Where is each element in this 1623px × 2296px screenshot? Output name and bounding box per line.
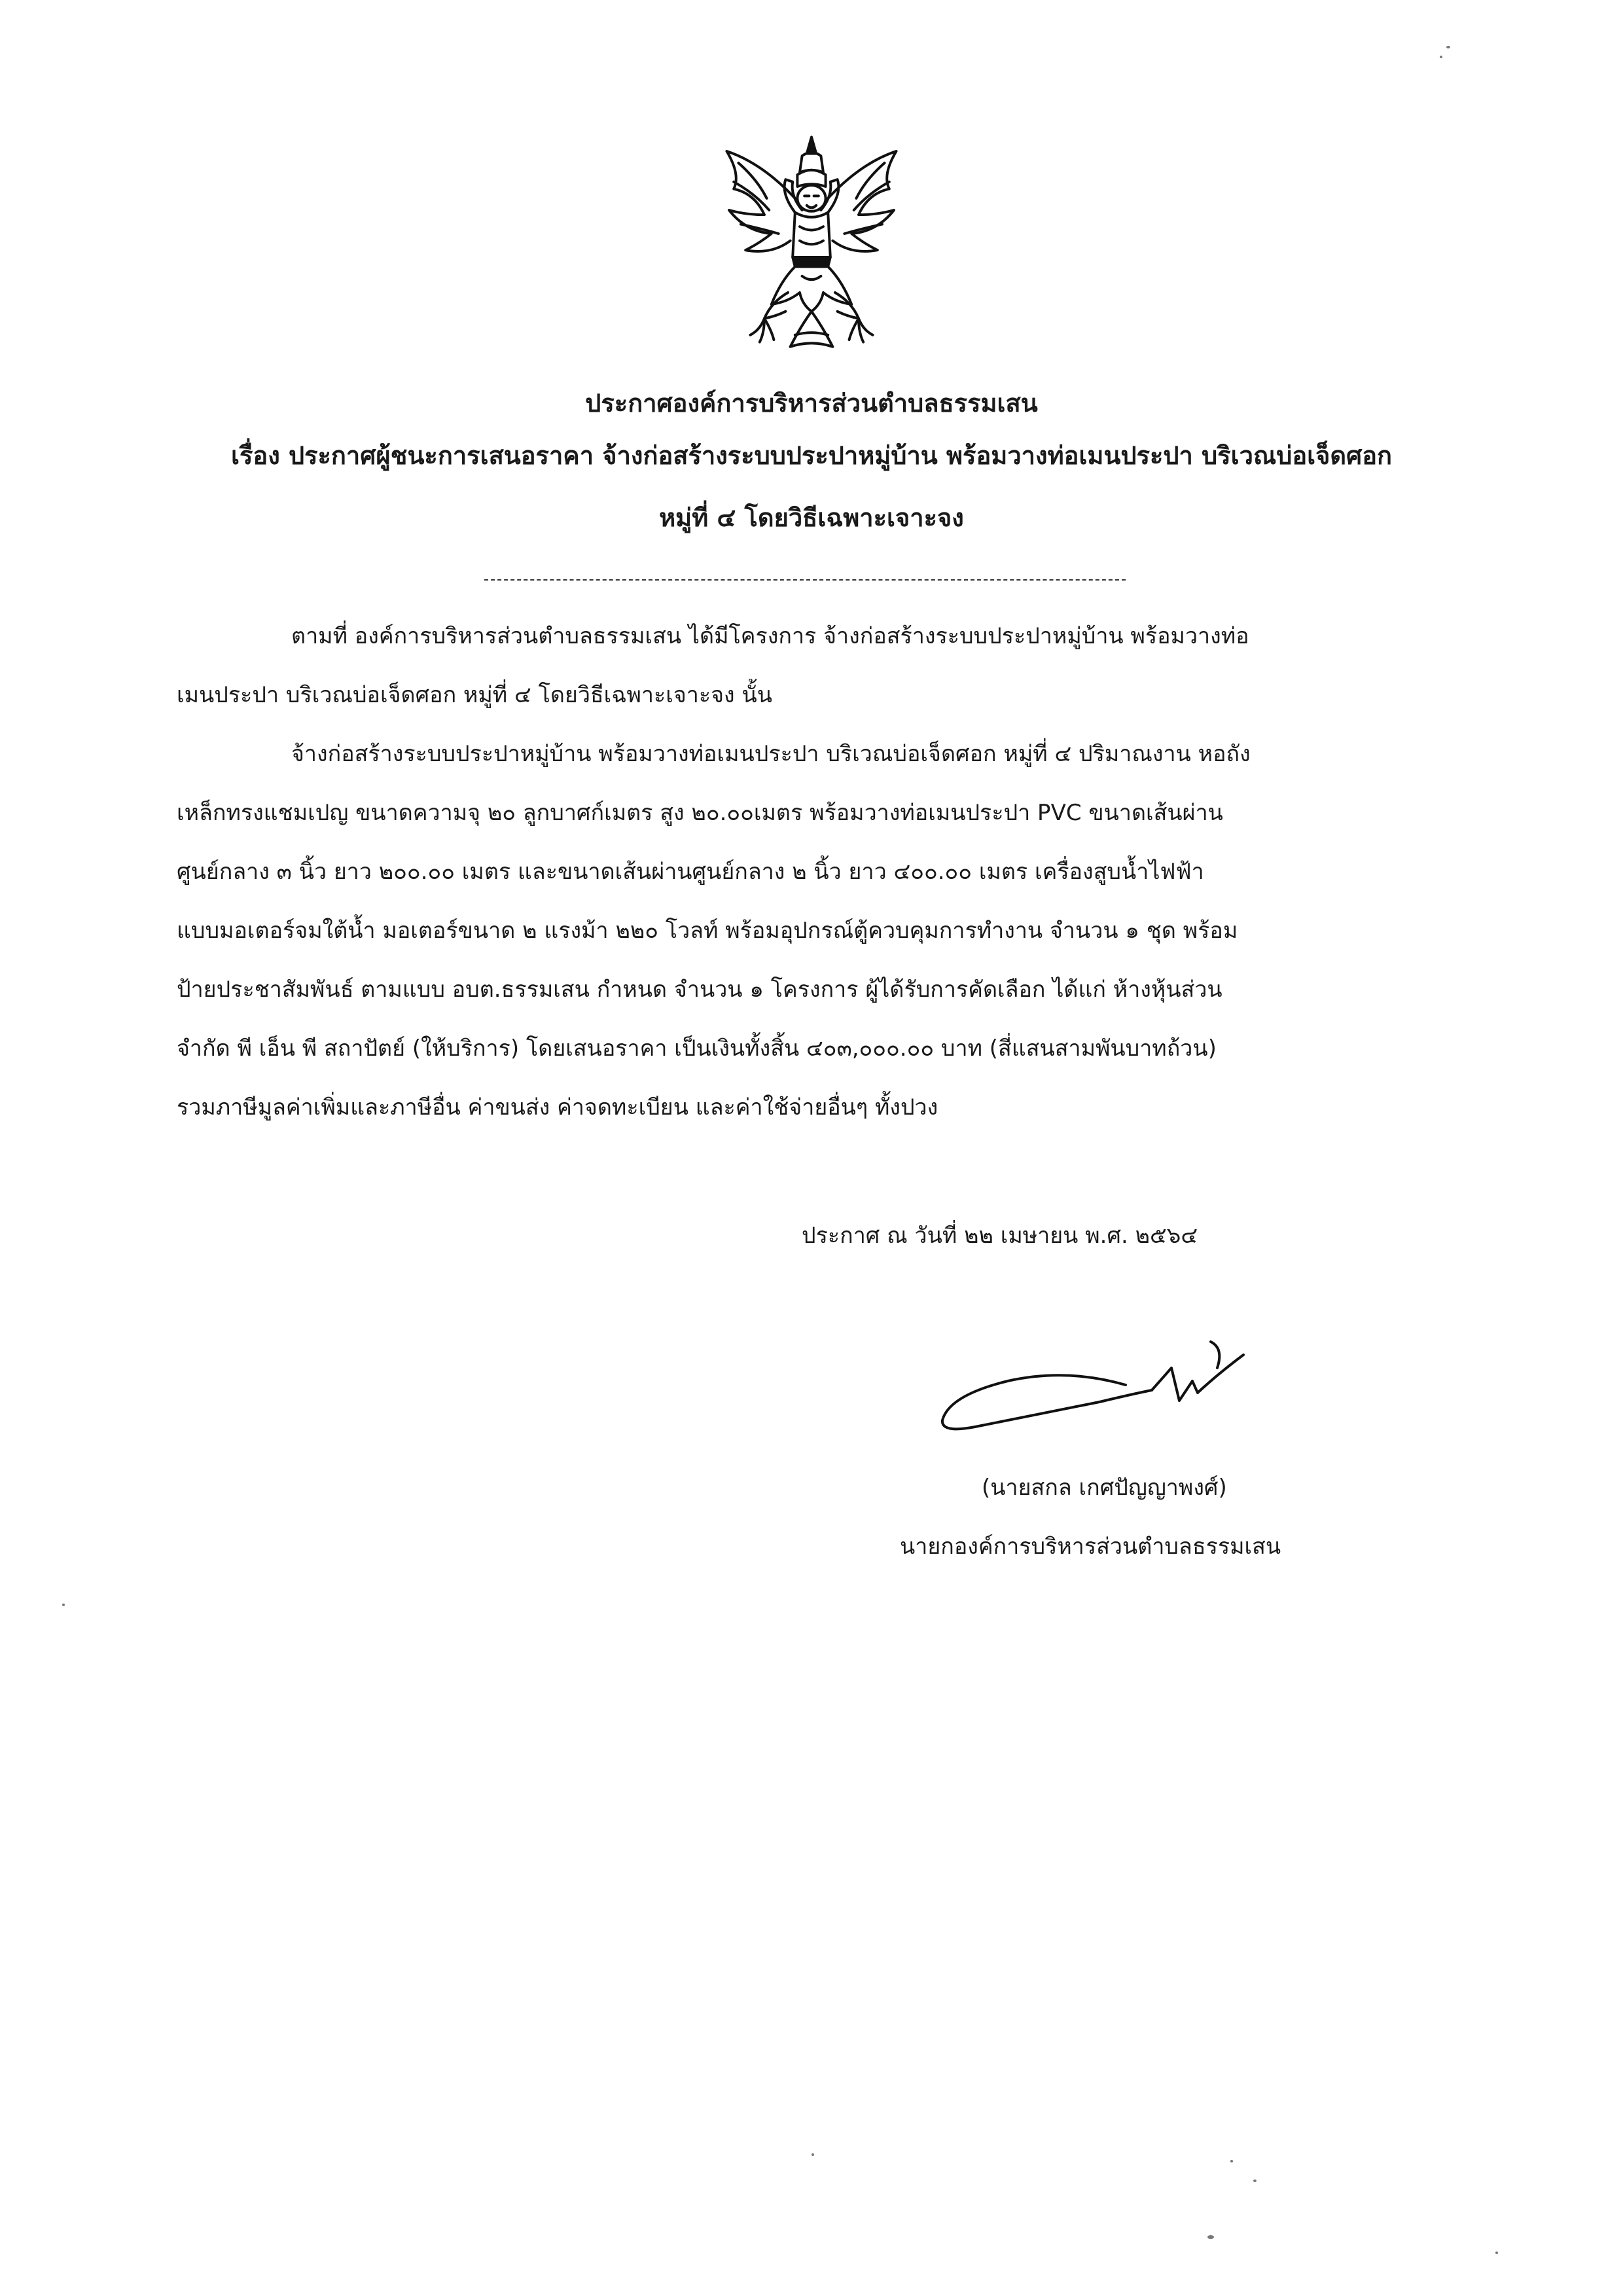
paragraph-2-line-5: ป้ายประชาสัมพันธ์ ตามแบบ อบต.ธรรมเสน กำหนด จำนวน ๑ โครงการ ผู้ได้รับการคัดเลือก ได้แก่ ห้างหุ้นส่วน <box>177 977 1222 1003</box>
handwritten-signature-icon <box>936 1329 1250 1446</box>
paragraph-2-line-2: เหล็กทรงแชมเปญ ขนาดความจุ ๒๐ ลูกบาศก์เมตร สูง ๒๐.๐๐เมตร พร้อมวางท่อเมนประปา PVC ขนาดเส้นผ่าน <box>177 800 1223 826</box>
scan-speck <box>812 2153 814 2156</box>
announcement-title: ประกาศองค์การบริหารส่วนตำบลธรรมเสน <box>585 389 1038 418</box>
paragraph-1-line-1: ตามที่ องค์การบริหารส่วนตำบลธรรมเสน ได้มีโครงการ จ้างก่อสร้างระบบประปาหมู่บ้าน พร้อมวางท่อ <box>291 623 1249 649</box>
paragraph-1-line-2: เมนประปา บริเวณบ่อเจ็ดศอก หมู่ที่ ๔ โดยวิธีเฉพาะเจาะจง นั้น <box>177 682 772 708</box>
paragraph-2-line-4: แบบมอเตอร์จมใต้น้ำ มอเตอร์ขนาด ๒ แรงม้า ๒๒๐ โวลท์ พร้อมอุปกรณ์ตู้ควบคุมการทำงาน จำนวน ๑ ชุด พร้อม <box>177 918 1238 944</box>
announcement-subject-line-2: หมู่ที่ ๔ โดยวิธีเฉพาะเจาะจง <box>659 503 964 532</box>
announcement-date: ประกาศ ณ วันที่ ๒๒ เมษายน พ.ศ. ๒๕๖๔ <box>802 1223 1198 1249</box>
scan-speck <box>1446 46 1450 48</box>
scan-speck <box>1253 2179 1257 2182</box>
garuda-emblem-icon <box>694 128 929 363</box>
scan-speck <box>62 1604 65 1606</box>
paragraph-2-line-3: ศูนย์กลาง ๓ นิ้ว ยาว ๒๐๐.๐๐ เมตร และขนาดเส้นผ่านศูนย์กลาง ๒ นิ้ว ยาว ๔๐๐.๐๐ เมตร เครื่องสูบน้ำไฟฟ้า <box>177 859 1204 885</box>
signer-title: นายกองค์การบริหารส่วนตำบลธรรมเสน <box>900 1534 1281 1560</box>
signer-name: (นายสกล เกศปัญญาพงศ์) <box>982 1475 1227 1501</box>
scan-speck <box>1495 2251 1498 2254</box>
paragraph-2-line-1: จ้างก่อสร้างระบบประปาหมู่บ้าน พร้อมวางท่อเมนประปา บริเวณบ่อเจ็ดศอก หมู่ที่ ๔ ปริมาณงาน หอถัง <box>291 741 1251 767</box>
announcement-subject-line-1: เรื่อง ประกาศผู้ชนะการเสนอราคา จ้างก่อสร้างระบบประปาหมู่บ้าน พร้อมวางท่อเมนประปา บริเวณบ่อเจ็ดศอก <box>230 441 1393 470</box>
paragraph-2-line-7: รวมภาษีมูลค่าเพิ่มและภาษีอื่น ค่าขนส่ง ค่าจดทะเบียน และค่าใช้จ่ายอื่นๆ ทั้งปวง <box>177 1094 938 1121</box>
scan-speck <box>1207 2235 1214 2239</box>
scan-speck <box>1230 2160 1233 2162</box>
scan-speck <box>1440 56 1442 58</box>
title-divider <box>484 579 1126 581</box>
paragraph-2-line-6: จำกัด พี เอ็น พี สถาปัตย์ (ให้บริการ) โดยเสนอราคา เป็นเงินทั้งสิ้น ๔๐๓,๐๐๐.๐๐ บาท (สี่แสนสามพันบาทถ้วน) <box>177 1035 1217 1062</box>
